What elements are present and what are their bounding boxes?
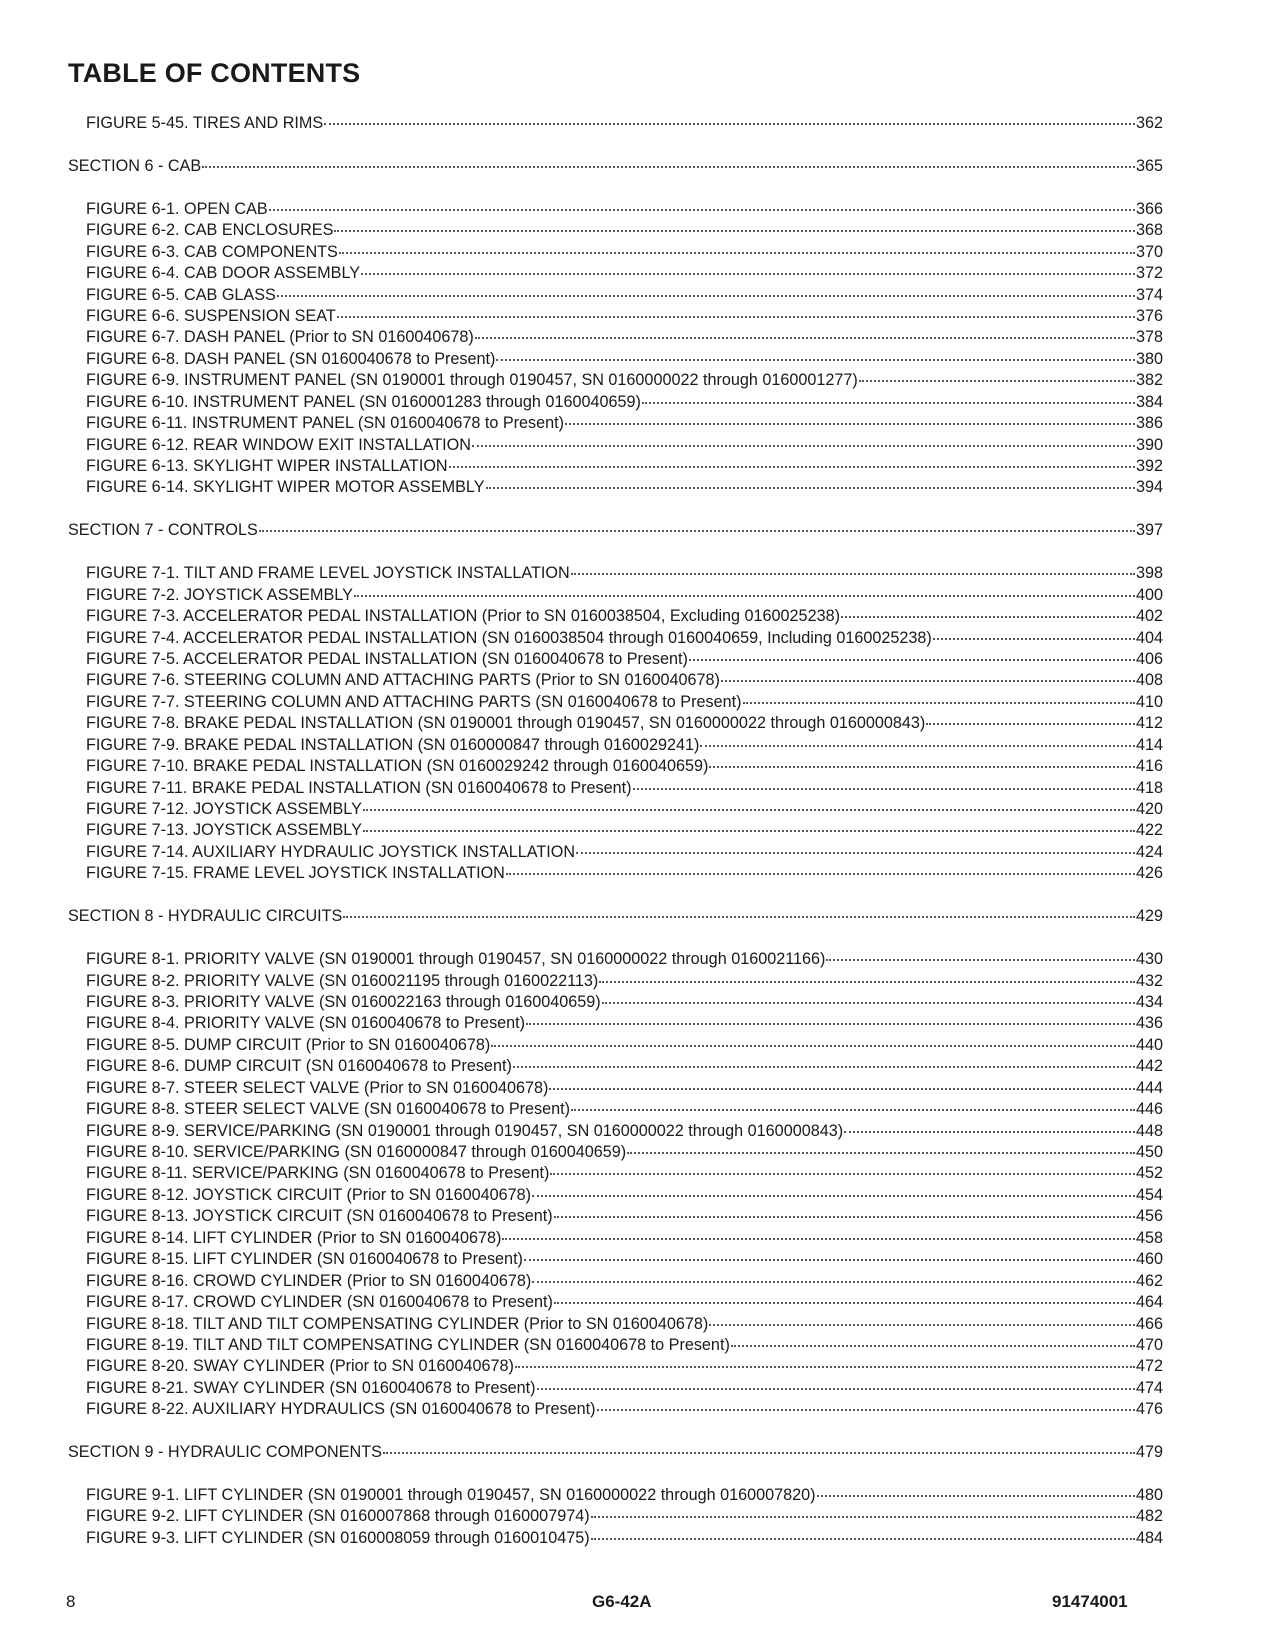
toc-figure-entry[interactable] xyxy=(68,349,1163,370)
dot-leader xyxy=(339,251,1135,254)
dot-leader xyxy=(841,615,1135,618)
dot-leader xyxy=(202,165,1135,168)
toc-figure-entry[interactable] xyxy=(68,1335,1163,1356)
toc-entry-page: 466 xyxy=(1135,1314,1163,1333)
dot-leader xyxy=(324,122,1135,125)
dot-leader xyxy=(491,1044,1135,1047)
toc-figure-entry[interactable] xyxy=(68,306,1163,327)
dot-leader xyxy=(354,594,1135,597)
toc-entry-label: SECTION 8 - HYDRAULIC CIRCUITS xyxy=(68,907,343,926)
toc-entry-label: FIGURE 7-4. ACCELERATOR PEDAL INSTALLATION (SN 0160038504 through 0160040659, Including 0160025238) xyxy=(86,628,932,647)
toc-entry-label: FIGURE 6-5. CAB GLASS xyxy=(86,285,276,304)
toc-entry-label: FIGURE 7-13. JOYSTICK ASSEMBLY xyxy=(86,821,362,840)
toc-entry-page: 430 xyxy=(1135,950,1163,969)
dot-leader xyxy=(515,1365,1135,1368)
toc-figure-entry[interactable] xyxy=(68,1121,1163,1142)
toc-entry-label: FIGURE 9-1. LIFT CYLINDER (SN 0190001 through 0190457, SN 0160000022 through 0160007820) xyxy=(86,1486,816,1504)
toc-entry-page: 362 xyxy=(1135,114,1163,132)
dot-leader xyxy=(337,315,1135,318)
toc-entry-page: 472 xyxy=(1135,1357,1163,1376)
dot-leader xyxy=(334,229,1135,232)
dot-leader xyxy=(709,765,1135,768)
toc-entry-label: FIGURE 8-11. SERVICE/PARKING (SN 0160040678 to Present) xyxy=(86,1164,550,1183)
dot-leader xyxy=(844,1130,1135,1133)
dot-leader xyxy=(576,851,1135,854)
dot-leader xyxy=(475,336,1135,339)
toc-entry-label: FIGURE 8-2. PRIORITY VALVE (SN 0160021195 through 0160022113) xyxy=(86,971,599,990)
toc-entry-page: 365 xyxy=(1135,156,1163,175)
dot-leader xyxy=(472,444,1135,447)
toc-entry-page: 484 xyxy=(1135,1528,1163,1547)
dot-leader xyxy=(277,294,1135,297)
toc-figure-entry[interactable] xyxy=(68,392,1163,413)
toc-entry-label: FIGURE 8-20. SWAY CYLINDER (Prior to SN 0160040678) xyxy=(86,1357,514,1376)
toc-figure-entry[interactable] xyxy=(68,1292,1163,1313)
toc-figure-entry[interactable] xyxy=(68,1314,1163,1335)
toc-figure-entry[interactable] xyxy=(68,1399,1163,1420)
dot-leader xyxy=(571,572,1135,575)
toc-entry-label: FIGURE 6-11. INSTRUMENT PANEL (SN 0160040678 to Present) xyxy=(86,414,565,433)
toc-entry-label: FIGURE 7-15. FRAME LEVEL JOYSTICK INSTALLATION xyxy=(86,864,505,883)
toc-entry-page: 366 xyxy=(1135,199,1163,218)
toc-entry-page: 456 xyxy=(1135,1207,1163,1226)
toc-figure-entry[interactable] xyxy=(68,327,1163,348)
toc-entry-label: SECTION 7 - CONTROLS xyxy=(68,521,258,540)
dot-leader xyxy=(506,872,1135,875)
toc-entry-label: FIGURE 8-8. STEER SELECT VALVE (SN 0160040678 to Present) xyxy=(86,1100,571,1119)
toc-figure-entry[interactable] xyxy=(68,563,1163,584)
toc-figure-entry[interactable] xyxy=(68,1206,1163,1227)
toc-figure-entry[interactable] xyxy=(68,778,1163,799)
toc-figure-entry[interactable] xyxy=(68,1378,1163,1399)
toc-entry-page: 446 xyxy=(1135,1100,1163,1119)
toc-entry-page: 420 xyxy=(1135,800,1163,818)
dot-leader xyxy=(554,1301,1135,1304)
toc-figure-entry[interactable] xyxy=(68,1099,1163,1120)
toc-entry-page: 464 xyxy=(1135,1293,1163,1312)
toc-entry-page: 470 xyxy=(1135,1335,1163,1354)
toc-entry-page: 382 xyxy=(1135,371,1163,390)
toc-entry-page: 424 xyxy=(1135,842,1163,861)
toc-entry-page: 394 xyxy=(1135,478,1163,497)
toc-entry-label: FIGURE 7-10. BRAKE PEDAL INSTALLATION (SN 0160029242 through 0160040659) xyxy=(86,757,709,776)
toc-entry-label: FIGURE 8-13. JOYSTICK CIRCUIT (SN 0160040678 to Present) xyxy=(86,1207,553,1226)
dot-leader xyxy=(449,465,1135,468)
toc-figure-entry[interactable] xyxy=(68,971,1163,992)
dot-leader xyxy=(549,1087,1135,1090)
toc-entry-page: 378 xyxy=(1135,328,1163,347)
toc-entry-page: 386 xyxy=(1135,414,1163,433)
toc-entry-label: FIGURE 8-21. SWAY CYLINDER (SN 0160040678 to Present) xyxy=(86,1378,536,1397)
toc-figure-entry[interactable] xyxy=(68,713,1163,734)
toc-entry-label: FIGURE 8-22. AUXILIARY HYDRAULICS (SN 0160040678 to Present) xyxy=(86,1400,596,1419)
toc-entry-label: FIGURE 6-7. DASH PANEL (Prior to SN 0160040678) xyxy=(86,328,474,347)
dot-leader xyxy=(571,1108,1135,1111)
toc-entry-page: 370 xyxy=(1135,242,1163,261)
toc-figure-entry[interactable] xyxy=(68,692,1163,713)
toc-entry-page: 442 xyxy=(1135,1057,1163,1076)
toc-figure-entry[interactable] xyxy=(68,820,1163,841)
toc-entry-label: FIGURE 8-18. TILT AND TILT COMPENSATING CYLINDER (Prior to SN 0160040678) xyxy=(86,1314,709,1333)
toc-entry-label: FIGURE 8-9. SERVICE/PARKING (SN 0190001 through 0190457, SN 0160000022 through 0160000843) xyxy=(86,1121,844,1140)
toc-entry-label: FIGURE 7-12. JOYSTICK ASSEMBLY xyxy=(86,800,362,818)
toc-entry-label: FIGURE 8-17. CROWD CYLINDER (SN 0160040678 to Present) xyxy=(86,1293,553,1312)
toc-entry-label: FIGURE 8-6. DUMP CIRCUIT (SN 0160040678 to Present) xyxy=(86,1057,512,1076)
toc-entry-page: 450 xyxy=(1135,1143,1163,1161)
toc-entry-label: FIGURE 6-10. INSTRUMENT PANEL (SN 0160001283 through 0160040659) xyxy=(86,392,641,411)
toc-entry-label: FIGURE 6-2. CAB ENCLOSURES xyxy=(86,221,334,240)
toc-figure-entry[interactable] xyxy=(68,477,1163,498)
toc-entry-page: 414 xyxy=(1135,735,1163,754)
toc-figure-entry[interactable] xyxy=(68,735,1163,756)
toc-entry-label: FIGURE 8-12. JOYSTICK CIRCUIT (Prior to SN 0160040678) xyxy=(86,1185,532,1204)
toc-entry-page: 400 xyxy=(1135,585,1163,604)
dot-leader xyxy=(363,829,1135,832)
toc-entry-page: 390 xyxy=(1135,435,1163,454)
toc-entry-label: FIGURE 6-9. INSTRUMENT PANEL (SN 0190001 through 0190457, SN 0160000022 through 0160001277) xyxy=(86,371,858,390)
toc-figure-entry[interactable] xyxy=(68,456,1163,477)
dot-leader xyxy=(532,1194,1135,1197)
toc-section-entry[interactable] xyxy=(68,520,1163,541)
toc-figure-entry[interactable] xyxy=(68,1528,1163,1549)
toc-entry-page: 458 xyxy=(1135,1228,1163,1247)
toc-figure-entry[interactable] xyxy=(68,1228,1163,1249)
toc-figure-entry[interactable] xyxy=(68,949,1163,970)
toc-figure-entry[interactable] xyxy=(68,1249,1163,1270)
dot-leader xyxy=(524,1258,1135,1261)
table-of-contents xyxy=(68,113,1163,1549)
toc-entry-page: 410 xyxy=(1135,692,1163,711)
dot-leader xyxy=(537,1387,1135,1390)
toc-entry-page: 440 xyxy=(1135,1035,1163,1054)
toc-figure-entry[interactable] xyxy=(68,220,1163,241)
toc-entry-page: 374 xyxy=(1135,285,1163,304)
toc-entry-label: FIGURE 8-1. PRIORITY VALVE (SN 0190001 through 0190457, SN 0160000022 through 0160021166) xyxy=(86,950,826,969)
dot-leader xyxy=(597,1408,1135,1411)
footer-page-number: 8 xyxy=(66,1592,76,1611)
toc-entry-page: 384 xyxy=(1135,392,1163,411)
toc-figure-entry[interactable] xyxy=(68,413,1163,434)
dot-leader xyxy=(550,1172,1135,1175)
toc-entry-label: SECTION 9 - HYDRAULIC COMPONENTS xyxy=(68,1443,382,1462)
dot-leader xyxy=(363,808,1135,811)
dot-leader xyxy=(269,208,1135,211)
toc-figure-entry[interactable] xyxy=(68,863,1163,884)
dot-leader xyxy=(731,1344,1135,1347)
toc-entry-page: 476 xyxy=(1135,1400,1163,1419)
toc-figure-entry[interactable] xyxy=(68,285,1163,306)
dot-leader xyxy=(502,1237,1135,1240)
toc-entry-label: SECTION 6 - CAB xyxy=(68,156,202,175)
toc-figure-entry[interactable] xyxy=(68,756,1163,777)
toc-entry-page: 392 xyxy=(1135,457,1163,475)
toc-entry-label: FIGURE 6-12. REAR WINDOW EXIT INSTALLATION xyxy=(86,435,471,454)
toc-entry-label: FIGURE 7-1. TILT AND FRAME LEVEL JOYSTICK INSTALLATION xyxy=(86,564,570,583)
toc-figure-entry[interactable] xyxy=(68,649,1163,670)
toc-entry-label: FIGURE 7-3. ACCELERATOR PEDAL INSTALLATION (Prior to SN 0160038504, Excluding 0160025238) xyxy=(86,607,840,626)
toc-entry-label: FIGURE 8-15. LIFT CYLINDER (SN 0160040678 to Present) xyxy=(86,1250,523,1269)
dot-leader xyxy=(721,679,1135,682)
toc-figure-entry[interactable] xyxy=(68,585,1163,606)
toc-section-entry[interactable] xyxy=(68,156,1163,177)
toc-entry-label: FIGURE 8-7. STEER SELECT VALVE (Prior to SN 0160040678) xyxy=(86,1078,549,1097)
dot-leader xyxy=(602,1001,1135,1004)
toc-figure-entry[interactable] xyxy=(68,992,1163,1013)
dot-leader xyxy=(817,1494,1135,1497)
toc-entry-label: FIGURE 6-13. SKYLIGHT WIPER INSTALLATION xyxy=(86,457,448,475)
toc-entry-label: FIGURE 7-6. STEERING COLUMN AND ATTACHING PARTS (Prior to SN 0160040678) xyxy=(86,671,720,690)
dot-leader xyxy=(532,1280,1135,1283)
dot-leader xyxy=(859,379,1135,382)
toc-figure-entry[interactable] xyxy=(68,606,1163,627)
toc-entry-label: FIGURE 8-3. PRIORITY VALVE (SN 0160022163 through 0160040659) xyxy=(86,992,601,1011)
page-title: TABLE OF CONTENTS xyxy=(68,58,361,88)
toc-entry-page: 397 xyxy=(1135,521,1163,540)
toc-figure-entry[interactable] xyxy=(68,1185,1163,1206)
dot-leader xyxy=(591,1537,1135,1540)
dot-leader xyxy=(700,744,1135,747)
toc-figure-entry[interactable] xyxy=(68,1078,1163,1099)
toc-figure-entry[interactable] xyxy=(68,842,1163,863)
toc-entry-page: 404 xyxy=(1135,628,1163,647)
toc-figure-entry[interactable] xyxy=(68,1506,1163,1527)
toc-entry-label: FIGURE 8-19. TILT AND TILT COMPENSATING CYLINDER (SN 0160040678 to Present) xyxy=(86,1335,730,1354)
toc-figure-entry[interactable] xyxy=(68,1485,1163,1506)
toc-figure-entry[interactable] xyxy=(68,799,1163,820)
toc-entry-label: FIGURE 6-8. DASH PANEL (SN 0160040678 to Present) xyxy=(86,349,496,368)
toc-entry-label: FIGURE 7-8. BRAKE PEDAL INSTALLATION (SN 0190001 through 0190457, SN 0160000022 through 0160000843) xyxy=(86,714,926,733)
toc-entry-page: 372 xyxy=(1135,264,1163,283)
toc-entry-page: 482 xyxy=(1135,1507,1163,1526)
toc-entry-label: FIGURE 7-9. BRAKE PEDAL INSTALLATION (SN 0160000847 through 0160029241) xyxy=(86,735,700,754)
toc-entry-label: FIGURE 8-5. DUMP CIRCUIT (Prior to SN 0160040678) xyxy=(86,1035,491,1054)
dot-leader xyxy=(383,1451,1135,1454)
toc-figure-entry[interactable] xyxy=(68,670,1163,691)
dot-leader xyxy=(361,272,1135,275)
toc-figure-entry[interactable] xyxy=(68,1013,1163,1034)
toc-figure-entry[interactable] xyxy=(68,242,1163,263)
toc-section-entry[interactable] xyxy=(68,1442,1163,1463)
dot-leader xyxy=(486,486,1135,489)
toc-figure-entry[interactable] xyxy=(68,1035,1163,1056)
dot-leader xyxy=(933,637,1135,640)
toc-entry-page: 418 xyxy=(1135,778,1163,797)
dot-leader xyxy=(496,358,1135,361)
toc-entry-page: 429 xyxy=(1135,907,1163,926)
toc-entry-label: FIGURE 7-11. BRAKE PEDAL INSTALLATION (SN 0160040678 to Present) xyxy=(86,778,632,797)
toc-entry-label: FIGURE 7-14. AUXILIARY HYDRAULIC JOYSTICK INSTALLATION xyxy=(86,842,576,861)
toc-entry-page: 452 xyxy=(1135,1164,1163,1183)
toc-figure-entry[interactable] xyxy=(68,1142,1163,1163)
toc-figure-entry[interactable] xyxy=(68,199,1163,220)
toc-entry-page: 376 xyxy=(1135,306,1163,325)
toc-entry-label: FIGURE 8-16. CROWD CYLINDER (Prior to SN 0160040678) xyxy=(86,1271,532,1290)
dot-leader xyxy=(689,658,1135,661)
toc-figure-entry[interactable] xyxy=(68,1056,1163,1077)
toc-entry-label: FIGURE 7-7. STEERING COLUMN AND ATTACHING PARTS (SN 0160040678 to Present) xyxy=(86,692,742,711)
footer-doc-number: 91474001 xyxy=(1052,1592,1128,1611)
toc-entry-page: 460 xyxy=(1135,1250,1163,1269)
toc-section-entry[interactable] xyxy=(68,906,1163,927)
toc-entry-label: FIGURE 6-3. CAB COMPONENTS xyxy=(86,242,338,261)
toc-figure-entry[interactable] xyxy=(68,628,1163,649)
dot-leader xyxy=(513,1065,1135,1068)
toc-entry-label: FIGURE 9-3. LIFT CYLINDER (SN 0160008059 through 0160010475) xyxy=(86,1528,590,1547)
toc-entry-page: 406 xyxy=(1135,649,1163,668)
toc-entry-page: 380 xyxy=(1135,349,1163,368)
toc-entry-page: 474 xyxy=(1135,1378,1163,1397)
toc-entry-page: 462 xyxy=(1135,1271,1163,1290)
toc-entry-page: 422 xyxy=(1135,821,1163,840)
dot-leader xyxy=(627,1151,1135,1154)
toc-entry-page: 432 xyxy=(1135,971,1163,990)
toc-figure-entry[interactable] xyxy=(68,1356,1163,1377)
toc-entry-page: 436 xyxy=(1135,1014,1163,1033)
toc-entry-label: FIGURE 8-4. PRIORITY VALVE (SN 0160040678 to Present) xyxy=(86,1014,526,1033)
dot-leader xyxy=(926,722,1135,725)
toc-entry-label: FIGURE 7-5. ACCELERATOR PEDAL INSTALLATION (SN 0160040678 to Present) xyxy=(86,649,688,668)
toc-entry-label: FIGURE 6-14. SKYLIGHT WIPER MOTOR ASSEMBLY xyxy=(86,478,485,497)
toc-entry-page: 444 xyxy=(1135,1078,1163,1097)
toc-entry-page: 398 xyxy=(1135,564,1163,583)
toc-figure-entry[interactable] xyxy=(68,1271,1163,1292)
toc-entry-label: FIGURE 7-2. JOYSTICK ASSEMBLY xyxy=(86,585,353,604)
toc-entry-page: 412 xyxy=(1135,714,1163,733)
dot-leader xyxy=(554,1215,1135,1218)
footer-model: G6-42A xyxy=(592,1592,652,1611)
toc-entry-label: FIGURE 6-1. OPEN CAB xyxy=(86,199,268,218)
dot-leader xyxy=(526,1022,1135,1025)
toc-entry-page: 480 xyxy=(1135,1486,1163,1504)
dot-leader xyxy=(709,1323,1135,1326)
toc-entry-page: 368 xyxy=(1135,221,1163,240)
toc-entry-page: 416 xyxy=(1135,757,1163,776)
toc-entry-label: FIGURE 6-6. SUSPENSION SEAT xyxy=(86,306,336,325)
toc-figure-entry[interactable] xyxy=(68,263,1163,284)
dot-leader xyxy=(599,980,1135,983)
dot-leader xyxy=(633,787,1135,790)
dot-leader xyxy=(826,958,1135,961)
toc-entry-page: 479 xyxy=(1135,1443,1163,1462)
toc-entry-label: FIGURE 8-10. SERVICE/PARKING (SN 0160000847 through 0160040659) xyxy=(86,1143,627,1161)
toc-figure-entry[interactable] xyxy=(68,1163,1163,1184)
page-footer xyxy=(0,1592,1275,1616)
dot-leader xyxy=(565,422,1135,425)
toc-entry-page: 434 xyxy=(1135,992,1163,1011)
dot-leader xyxy=(343,915,1135,918)
toc-entry-page: 448 xyxy=(1135,1121,1163,1140)
toc-entry-page: 426 xyxy=(1135,864,1163,883)
toc-entry-label: FIGURE 5-45. TIRES AND RIMS xyxy=(86,114,324,132)
toc-figure-entry[interactable] xyxy=(68,113,1163,134)
dot-leader xyxy=(591,1515,1135,1518)
toc-figure-entry[interactable] xyxy=(68,435,1163,456)
toc-entry-page: 402 xyxy=(1135,607,1163,626)
toc-entry-page: 454 xyxy=(1135,1185,1163,1204)
toc-entry-label: FIGURE 9-2. LIFT CYLINDER (SN 0160007868 through 0160007974) xyxy=(86,1507,590,1526)
toc-entry-page: 408 xyxy=(1135,671,1163,690)
dot-leader xyxy=(259,529,1135,532)
dot-leader xyxy=(743,701,1135,704)
toc-figure-entry[interactable] xyxy=(68,370,1163,391)
toc-entry-label: FIGURE 8-14. LIFT CYLINDER (Prior to SN 0160040678) xyxy=(86,1228,502,1247)
toc-entry-label: FIGURE 6-4. CAB DOOR ASSEMBLY xyxy=(86,264,361,283)
dot-leader xyxy=(642,401,1135,404)
